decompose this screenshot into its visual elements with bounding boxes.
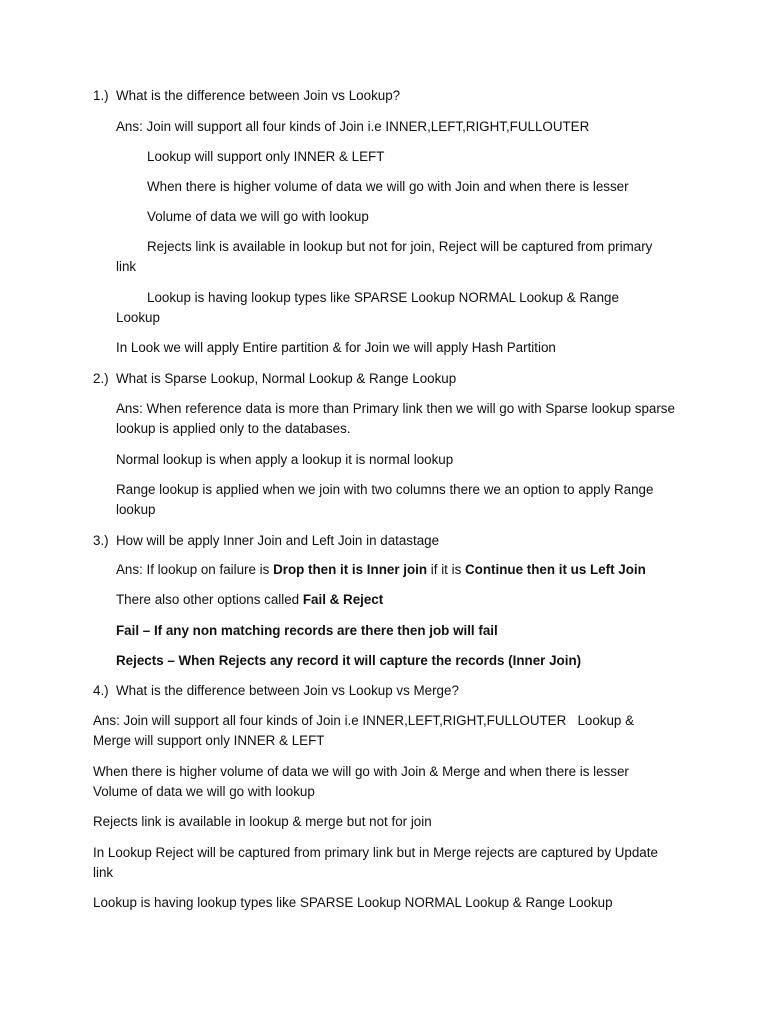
answer-line: When there is higher volume of data we will go with Join & Merge and when there is lesser Volume of data we will go with lookup [93,764,629,799]
question-text: How will be apply Inner Join and Left Join in datastage [116,533,440,548]
question-number: 2.) [93,371,109,386]
answer-line-bold: Fail – If any non matching records are there then job will fail [116,623,498,638]
answer-line: Volume of data we will go with lookup [147,209,369,224]
answer-line: Range lookup is applied when we join with two columns there we an option to apply Range lookup [116,482,654,517]
answer-bold-text: Continue then it us Left Join [465,562,646,577]
answer-line-bold: Rejects – When Rejects any record it will capture the records (Inner Join) [116,653,582,668]
question-number: 3.) [93,533,109,548]
answer-line: When there is higher volume of data we will go with Join and when there is lesser [147,179,629,194]
answer-line [116,560,646,580]
answer-text: There also other options called [116,592,303,607]
answer-line: Lookup is having lookup types like SPARSE Lookup NORMAL Lookup & Range Lookup [93,895,613,910]
answer-text: Ans: If lookup on failure is [116,562,274,577]
answer-line [116,590,383,610]
answer-line: Rejects link is available in lookup & merge but not for join [93,814,432,829]
answer-line: In Look we will apply Entire partition & for Join we will apply Hash Partition [116,340,556,355]
question-2 [93,369,457,389]
answer-line: Ans: Join will support all four kinds of Join i.e INNER,LEFT,RIGHT,FULLOUTER [116,119,590,134]
answer-line: Lookup will support only INNER & LEFT [147,149,385,164]
answer-line: Ans: When reference data is more than Primary link then we will go with Sparse lookup sparse lookup is applied only to the databases. [116,401,675,436]
answer-bold-text: Drop then it is Inner join [273,562,428,577]
answer-bold-text: Fail & Reject [302,592,384,607]
answer-line: In Lookup Reject will be captured from primary link but in Merge rejects are captured by Update link [93,845,658,880]
answer-line: Ans: Join will support all four kinds of Join i.e INNER,LEFT,RIGHT,FULLOUTER Lookup & Merge will support only INNER & LEFT [93,713,635,748]
question-text: What is the difference between Join vs Lookup? [116,88,401,103]
answer-line: Rejects link is available in lookup but not for join, Reject will be captured from primary link [116,239,653,274]
question-number: 4.) [93,683,109,698]
answer-line: Lookup is having lookup types like SPARSE Lookup NORMAL Lookup & Range Lookup [116,290,619,325]
question-3 [93,531,440,551]
question-4 [93,681,459,701]
question-1 [93,86,401,106]
question-text: What is the difference between Join vs Lookup vs Merge? [116,683,459,698]
question-number: 1.) [93,88,109,103]
answer-text: if it is [427,562,466,577]
answer-line: Normal lookup is when apply a lookup it is normal lookup [116,452,454,467]
question-text: What is Sparse Lookup, Normal Lookup & Range Lookup [116,371,457,386]
